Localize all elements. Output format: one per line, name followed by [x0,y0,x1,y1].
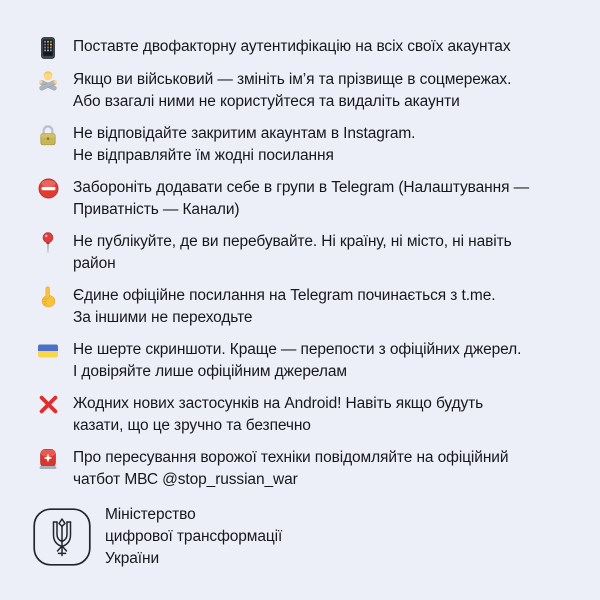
tip-text-line: Жодних нових застосунків на Android! Навіть якщо будуть [73,395,484,412]
lock-icon [36,124,60,146]
footer [33,504,574,570]
tip-text [73,393,483,437]
person-gesturing-no-icon [36,70,60,92]
tip-text [73,231,512,275]
tip-row [36,393,574,437]
tip-text [73,36,510,58]
tip-text-line: Не відправляйте їм жодні посилання [73,147,334,164]
round-pushpin-icon [36,232,60,254]
tip-text-line: Або взагалі ними не користуйтеся та видаліть акаунти [73,93,460,110]
tip-row [36,231,574,275]
tip-text-line: Не шерте скриншоти. Краще — перепости з офіційних джерел. [73,341,522,358]
tip-row [36,285,574,329]
tip-row [36,447,574,491]
tip-text [73,285,495,329]
police-light-icon [36,448,60,470]
trident-emblem-icon [33,508,91,566]
tip-text-line: Про пересування ворожої техніки повідомляйте на офіційний [73,449,509,466]
tip-text-line: Поставте двофакторну аутентифікацію на всіх своїх акаунтах [73,38,511,55]
tip-text-line: казати, що це зручно та безпечно [73,417,311,434]
no-entry-icon [36,178,60,200]
tip-text-line: І довіряйте лише офіційним джерелам [73,363,347,380]
ministry-name-line: цифрової трансформації [105,528,283,545]
tip-text [73,339,521,383]
tip-text [73,69,511,113]
tip-text-line: Не відповідайте закритим акаунтам в Instagram. [73,125,416,142]
tip-row [36,69,574,113]
index-pointing-up-icon [36,286,60,308]
tip-text-line: Єдине офіційне посилання на Telegram починається з t.me. [73,287,496,304]
tip-text [73,447,508,491]
tip-text-line: За іншими не переходьте [73,309,253,326]
ukraine-flag-icon [36,340,60,362]
cross-mark-icon [36,394,60,416]
tip-row [36,177,574,221]
tip-row [36,36,574,59]
tips-list [36,36,574,491]
tip-text-line: чатбот МВС @stop_russian_war [73,471,298,488]
tip-text-line: район [73,255,116,272]
mobile-phone-icon [36,37,60,59]
tip-row [36,123,574,167]
tip-row [36,339,574,383]
tip-text [73,123,415,167]
tip-text-line: Не публікуйте, де ви перебувайте. Ні країну, ні місто, ні навіть [73,233,512,250]
ministry-name-line: України [105,550,159,567]
ministry-name-line: Міністерство [105,506,196,523]
tip-text-line: Якщо ви військовий — змініть ім’я та прізвище в соцмережах. [73,71,512,88]
ministry-name [105,504,282,570]
tip-text [73,177,529,221]
tip-text-line: Забороніть додавати себе в групи в Telegram (Налаштування — [73,179,529,196]
tip-text-line: Приватність — Канали) [73,201,240,218]
